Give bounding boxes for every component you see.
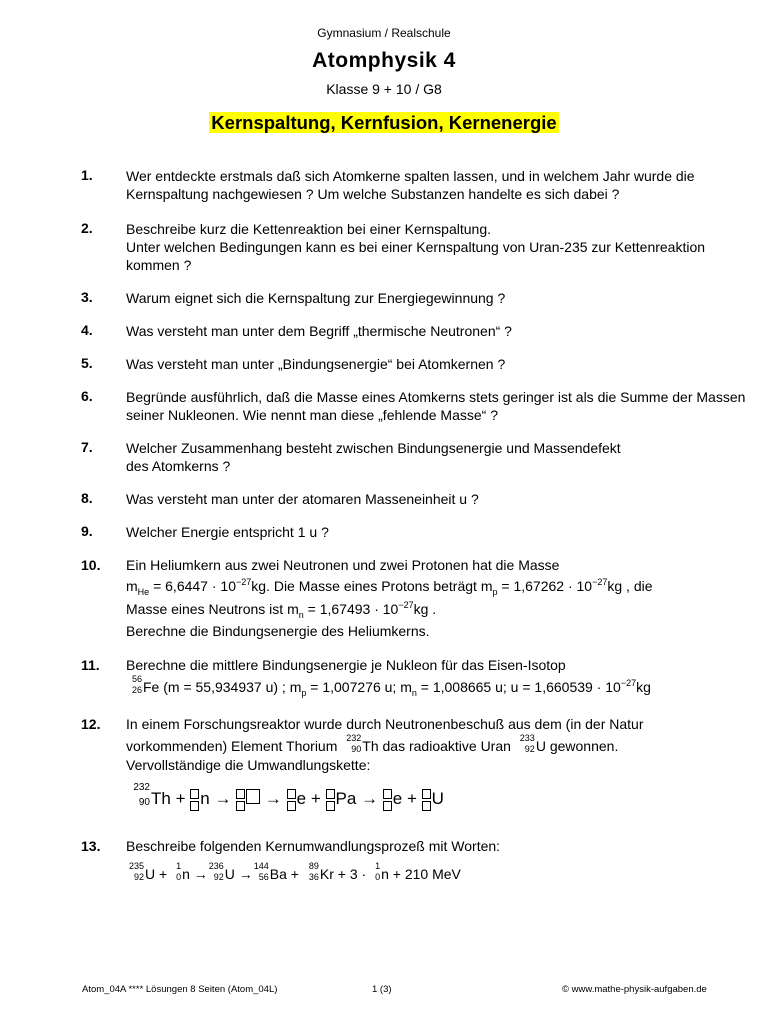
question-number-10: 10. — [81, 557, 101, 573]
blank-box — [190, 789, 199, 799]
question-10-line-4: Berechne die Bindungsenergie des Heliumkerns. — [126, 623, 430, 639]
blank-box — [422, 789, 431, 799]
question-9-text: Welcher Energie entspricht 1 u ? — [126, 524, 329, 540]
blank-box — [326, 801, 335, 811]
question-number-9: 9. — [81, 523, 93, 539]
question-5-text: Was versteht man unter „Bindungsenergie“ bei Atomkernen ? — [126, 356, 506, 372]
question-2-line-2: Unter welchen Bedingungen kann es bei einer Kernspaltung von Uran-235 zur Kettenreaktion kommen ? — [126, 239, 706, 273]
question-10-formula-line: $m_{He} = 6,6447 \cdot 10^{-27}kg$. Die Masse eines Protons beträgt $m_p = 1,67262 \cdot 10^{-27}kg$ , die — [126, 577, 653, 597]
question-12-line-3: Vervollständige die Umwandlungskette: — [126, 757, 371, 773]
blank-box — [287, 801, 296, 811]
blank-box — [236, 801, 245, 811]
footer-copyright: © www.mathe-physik-aufgaben.de — [562, 984, 707, 995]
question-number-1: 1. — [81, 167, 93, 183]
question-10-neutron-line: Masse eines Neutrons ist $m_n = 1,67493 \cdot 10^{-27}kg$ . — [126, 600, 437, 620]
blank-box — [287, 789, 296, 799]
question-12-line-1: In einem Forschungsreaktor wurde durch Neutronenbeschuß aus dem (in der Natur — [126, 716, 644, 732]
question-2-line-1: Beschreibe kurz die Kettenreaktion bei einer Kernspaltung. — [126, 221, 491, 237]
blank-box — [383, 801, 392, 811]
question-10-line-1: Ein Heliumkern aus zwei Neutronen und zwei Protonen hat die Masse — [126, 557, 560, 573]
question-number-11: 11. — [81, 657, 100, 673]
footer-file-info: Atom_04A **** Lösungen 8 Seiten (Atom_04L) — [82, 984, 278, 995]
blank-box — [236, 789, 245, 799]
question-7-line-2: des Atomkerns ? — [126, 458, 231, 474]
blank-box — [190, 801, 199, 811]
question-number-2: 2. — [81, 220, 93, 236]
blank-box — [326, 789, 335, 799]
question-7-text — [126, 439, 746, 475]
question-13-line-1: Beschreibe folgenden Kernumwandlungsprozeß mit Worten: — [126, 838, 501, 854]
topic-highlight: Kernspaltung, Kernfusion, Kernenergie — [211, 112, 557, 133]
question-number-12: 12. — [81, 716, 101, 732]
question-number-5: 5. — [81, 355, 93, 371]
question-3-text: Warum eignet sich die Kernspaltung zur Energiegewinnung ? — [126, 290, 506, 306]
blank-box — [422, 801, 431, 811]
decay-chain-equation: 232 90 Th + n → → e + Pa → e + U — [126, 786, 444, 811]
question-number-13: 13. — [81, 838, 101, 854]
page-title: Atomphysik 4 — [312, 49, 456, 72]
question-8-text: Was versteht man unter der atomaren Masseneinheit u ? — [126, 491, 479, 507]
fission-equation: 235 92 U + 1 0 n → 236 92 U → 144 56 Ba + 89 36 Kr + 3 · 1 0 n + 210 MeV — [128, 861, 461, 882]
grade-level: Klasse 9 + 10 / G8 — [326, 81, 442, 97]
question-7-line-1: Welcher Zusammenhang besteht zwischen Bindungsenergie und Massendefekt — [126, 440, 621, 456]
question-6-text: Begründe ausführlich, daß die Masse eines Atomkerns stets geringer ist als die Summe der Massen seiner Nukleonen. Wie nennt man diese „fehlende Masse“ ? — [126, 389, 746, 423]
question-number-8: 8. — [81, 490, 93, 506]
question-11-formula-line: 56 26 Fe (m = 55,934937 u) ; $m_p = 1,007276$ u; $m_n = 1,008665$ u; $u = 1,660539 \cdot 10^{-27}kg$ — [131, 674, 651, 698]
school-type: Gymnasium / Realschule — [317, 26, 451, 40]
question-1-text: Wer entdeckte erstmals daß sich Atomkerne spalten lassen, und in welchem Jahr wurde die Kernspaltung nachgewiesen ? Um welche Substanzen handelte es sich dabei ? — [126, 168, 695, 202]
question-12-line-2: vorkommenden) Element Thorium 232 90 Th das radioaktive Uran 233 92 U gewonnen. — [126, 733, 619, 754]
question-number-6: 6. — [81, 388, 93, 404]
footer-page-number: 1 (3) — [372, 984, 392, 995]
question-number-3: 3. — [81, 289, 93, 305]
question-number-7: 7. — [81, 439, 93, 455]
blank-element-box — [246, 789, 260, 804]
question-4-text: Was versteht man unter dem Begriff „thermische Neutronen“ ? — [126, 323, 512, 339]
topic-heading — [0, 112, 768, 134]
blank-box — [383, 789, 392, 799]
question-number-4: 4. — [81, 322, 93, 338]
question-2-text — [126, 220, 746, 274]
question-11-line-1: Berechne die mittlere Bindungsenergie je Nukleon für das Eisen-Isotop — [126, 657, 566, 673]
